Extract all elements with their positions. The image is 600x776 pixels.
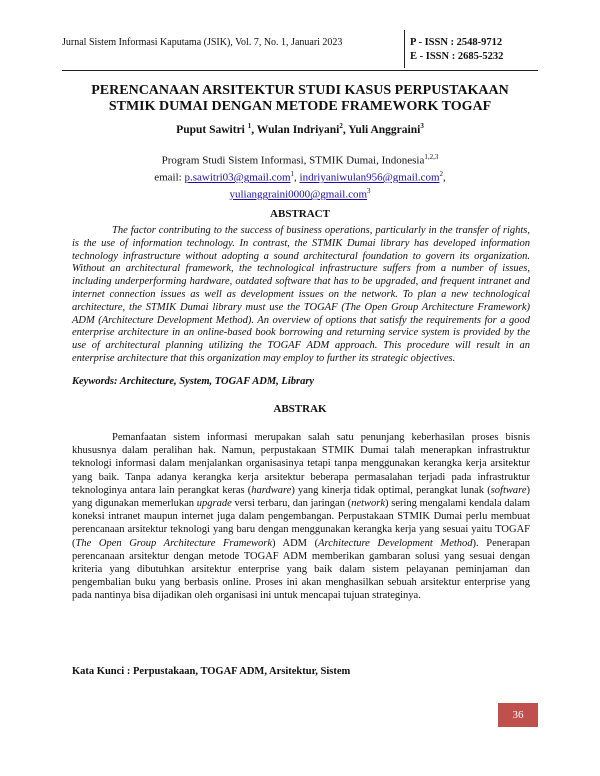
author-name: Wulan Indriyani <box>256 123 340 136</box>
affiliation: Program Studi Sistem Informasi, STMIK Dumai, Indonesia$^{1,2,3}$ email: p.sawitri03@gmail.com$^1$, indriyaniwulan956@gmail.com$^2$, yulianggraini0000@gmail.com$^3$ <box>154 153 446 201</box>
affiliation-sup: 1,2,3 <box>424 153 439 161</box>
email-label: email: <box>154 171 185 184</box>
e-issn: E - ISSN : 2685-5232 <box>410 51 504 62</box>
email-link[interactable]: indriyaniwulan956@gmail.com <box>299 171 440 184</box>
p-issn: P - ISSN : 2548-9712 <box>410 37 503 48</box>
abstract-heading: ABSTRACT <box>270 208 330 220</box>
email-sup: 3 <box>367 187 371 196</box>
email-sup: 2 <box>439 170 444 179</box>
header-divider <box>404 30 405 68</box>
affiliation-program: Program Studi Sistem Informasi, STMIK Dumai, Indonesia <box>161 154 425 167</box>
author-name: Yuli Anggraini <box>348 123 421 136</box>
author-list: Puput Sawitri $^1$, Wulan Indriyani$^2$, Yuli Anggraini$^3$ <box>176 122 424 136</box>
author-sup: 1 <box>247 122 252 130</box>
keywords-indonesian: Kata Kunci : Perpustakaan, TOGAF ADM, Arsitektur, Sistem <box>72 666 351 677</box>
author-name: Puput Sawitri <box>176 123 245 136</box>
abstract-english: The factor contributing to the success of business operations, particularly in the transfer of rights, is the use of information technology. In contrast, the STMIK Dumai library has developed information technology infrastructure without adopting a sound architectural foundation to govern its organization. Without an architectural framework, the technological infrastructure suffers from a number of issues, including underperforming hardware, outdated software that has to be upgraded, and frequent intranet and internet connection issues as well as development issues on the network. To plan a new technological architecture, the STMIK Dumai library must use the TOGAF (The Open Group Architecture Framework) ADM (Architecture Development Method). An overview of options that satisfy the requirements for a good enterprise architecture in an online-based book borrowing and returning service system is provided by the use of architectural planning utilizing the TOGAF ADM approach. This procedure will result in an enterprise architecture that this organization may employ to further its strategic objectives. <box>72 225 530 364</box>
email-link[interactable]: p.sawitri03@gmail.com <box>184 171 291 184</box>
title-line-2: STMIK DUMAI DENGAN METODE FRAMEWORK TOGAF <box>108 99 492 114</box>
page-number-badge: 36 <box>498 703 538 727</box>
paper-title <box>62 83 538 115</box>
abstrak-indonesian: Pemanfaatan sistem informasi merupakan salah satu penunjang keberhasilan proses bisnis khususnya dalam peralihan hak. Namun, perpustakaan STMIK Dumai talah menerapkan infrastruktur teknologi informasi dalam menjalankan organisasinya tetapi tanpa menggunakan kerangka kerja arsitektur yang baik. Tanpa adanya kerangka kerja arsitektur beberapa permasalahan terjadi pada infrastruktur teknologinya antara lain perangkat keras (hardware) yang kinerja tidak optimal, perangkat lunak (software) yang digunakan memerlukan upgrade versi terbaru, dan jaringan (network) sering mengalami kendala dalam koneksi intranet maupun internet juga dalam pengembangan. Perpustakaan STMIK Dumai perlu membuat perencanaan arsitektur teknologi yang baru dengan menggunakan kerangka kerja yang sesuai yaitu TOGAF (The Open Group Architecture Framework) ADM (Architecture Development Method). Penerapan perencanaan arsitektur dengan metode TOGAF ADM memberikan gambaran solusi yang sesuai dengan kriteria yang dibutuhkan arsitektur enterprise yang baik dalam sistem pelayanan peminjaman dan pengembalian buku yang berbasis online. Proses ini akan menghasilkan sebuah arsitektur enterprise yang pada nantinya bisa dijadikan oleh organisasi ini untuk mencapai tujuan strateginya. <box>72 432 531 602</box>
title-line-1: PERENCANAAN ARSITEKTUR STUDI KASUS PERPUSTAKAAN <box>91 83 509 98</box>
email-sup: 1 <box>290 170 295 179</box>
author-sup: 2 <box>339 122 343 130</box>
abstrak-heading: ABSTRAK <box>273 403 327 415</box>
email-link[interactable]: yulianggraini0000@gmail.com <box>229 188 368 201</box>
journal-header: Jurnal Sistem Informasi Kaputama (JSIK), Vol. 7, No. 1, Januari 2023 <box>62 37 343 48</box>
header-rule <box>62 70 538 71</box>
keywords-english: Keywords: Architecture, System, TOGAF ADM, Library <box>72 376 315 387</box>
author-sup: 3 <box>420 122 424 130</box>
